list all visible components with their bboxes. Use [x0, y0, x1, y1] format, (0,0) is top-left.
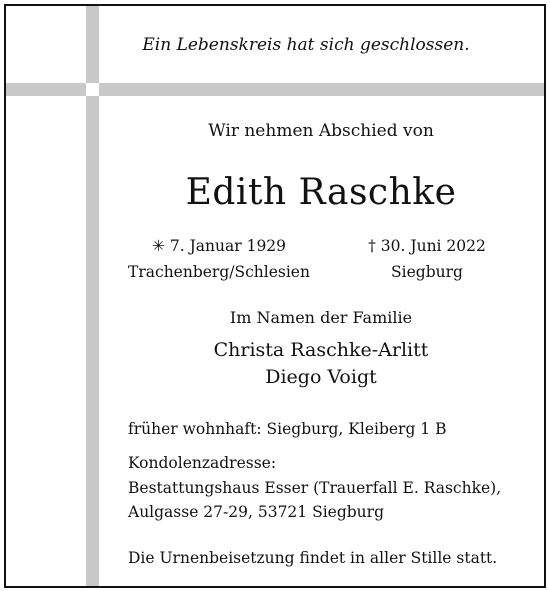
death-date: 30. Juni 2022: [380, 237, 486, 255]
death-info: [327, 233, 527, 285]
family-member: Christa Raschke-Arlitt: [213, 339, 429, 361]
family-label: Im Namen der Familie: [229, 308, 413, 327]
family-member: Diego Voigt: [265, 366, 377, 388]
birth-info: [119, 233, 319, 285]
birth-star-icon: ✳: [151, 237, 165, 255]
birth-place: Trachenberg/Schlesien: [128, 263, 310, 281]
burial-note: Die Urnenbeisetzung findet in aller Stille statt.: [128, 549, 498, 567]
obituary-frame: [4, 4, 546, 588]
intro-text: Wir nehmen Abschied von: [208, 121, 434, 141]
death-cross-icon: †: [368, 237, 376, 255]
death-place: Siegburg: [391, 263, 463, 281]
condolence-address-line2: Aulgasse 27-29, 53721 Siegburg: [128, 503, 384, 521]
death-date-line: [327, 233, 527, 259]
cross-intersection: [86, 83, 99, 96]
motto-text: Ein Lebenskreis hat sich geschlossen.: [142, 35, 470, 55]
birth-date-line: [119, 233, 319, 259]
deceased-name: Edith Raschke: [185, 172, 457, 213]
birth-date: 7. Januar 1929: [169, 237, 287, 255]
condolence-address-line1: Bestattungshaus Esser (Trauerfall E. Raschke),: [128, 479, 502, 497]
former-residence: früher wohnhaft: Siegburg, Kleiberg 1 B: [128, 420, 447, 438]
condolence-label: Kondolenzadresse:: [128, 454, 277, 472]
